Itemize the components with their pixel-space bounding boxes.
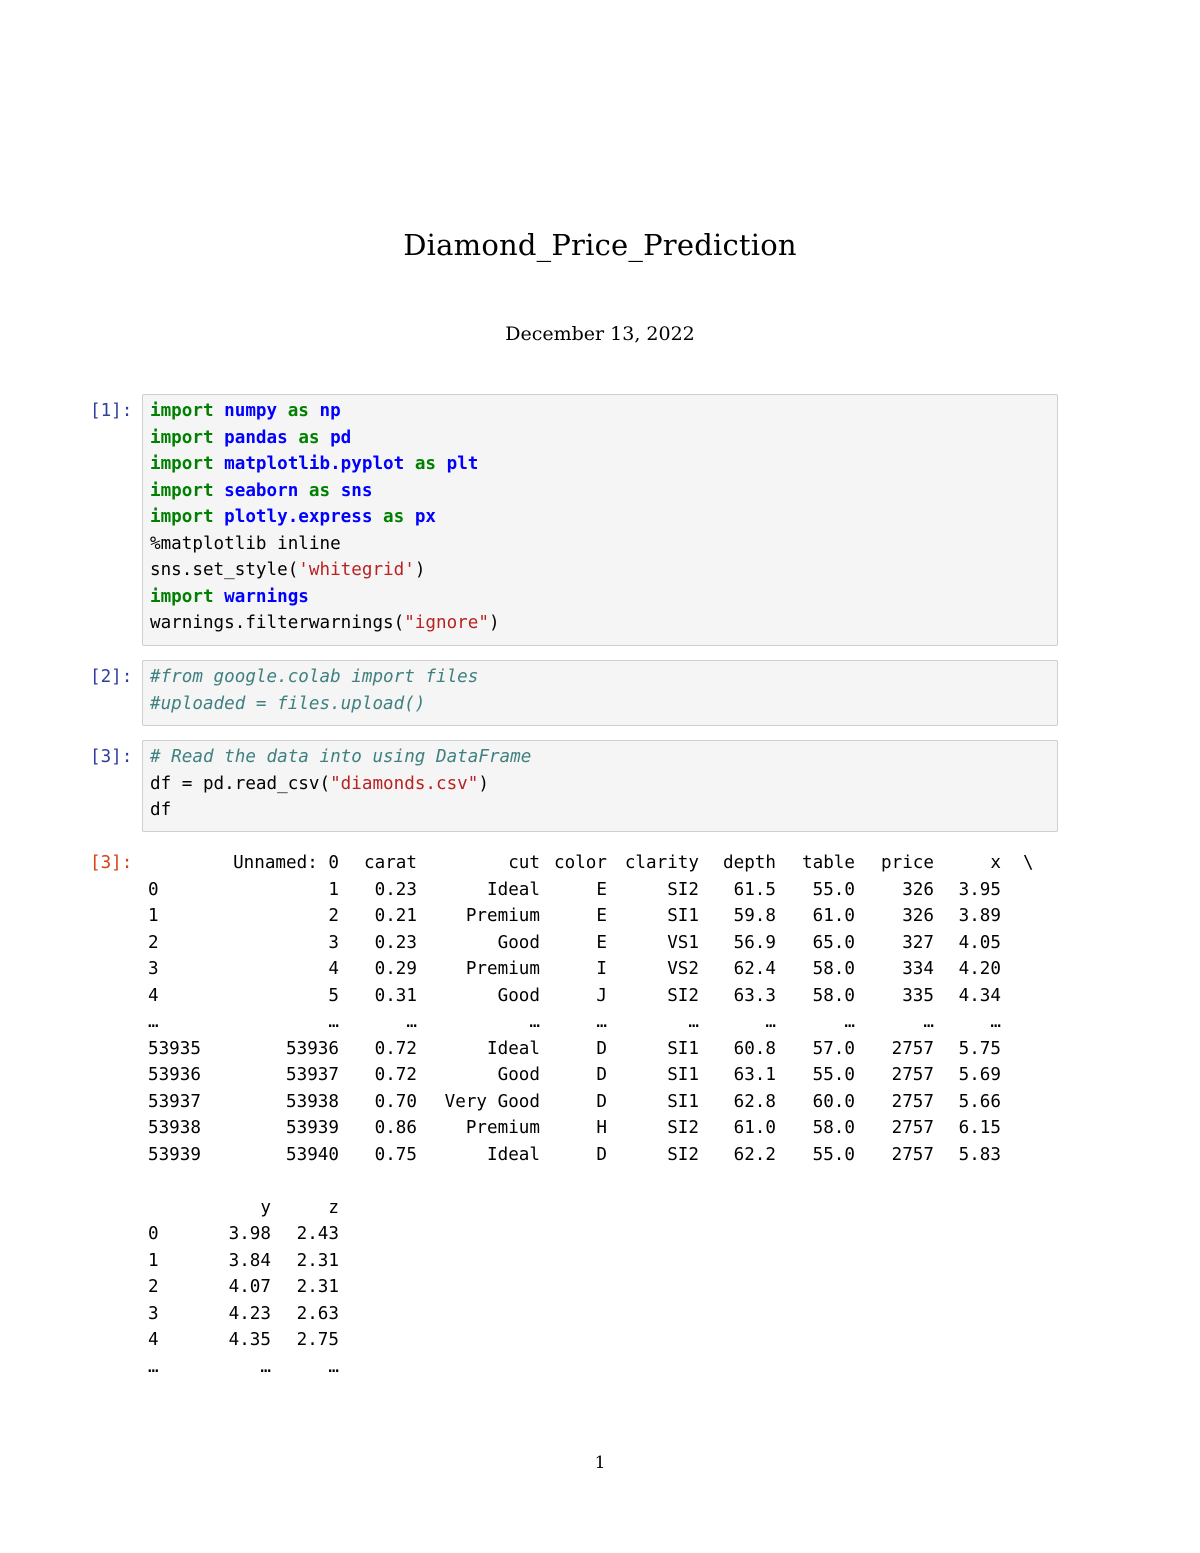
table-cell: 1 — [148, 1250, 159, 1271]
code-token — [214, 428, 225, 448]
table-cell: 53938 — [148, 1118, 201, 1138]
code-token: plotly.express — [224, 507, 373, 527]
table-cell: 61.0 — [733, 1118, 776, 1138]
table-cell: 2.43 — [296, 1224, 339, 1244]
cell-3-prompt: [3]: — [90, 747, 133, 767]
cell-1-prompt: [1]: — [90, 401, 133, 421]
table-cell: 1 — [148, 906, 159, 926]
table-cell: VS1 — [667, 932, 699, 953]
output-prompt: [3]: — [90, 853, 133, 873]
table-cell: 0.21 — [374, 906, 417, 926]
code-token: numpy — [224, 401, 278, 421]
table-cell: 2757 — [891, 1065, 934, 1085]
code-cell-1[interactable] — [142, 394, 1058, 646]
table-cell: 2.31 — [296, 1250, 339, 1271]
code-line — [150, 557, 1050, 584]
table-cell: 2 — [328, 906, 339, 926]
code-line — [150, 425, 1050, 452]
code-line — [150, 504, 1050, 531]
table-cell: Very Good — [444, 1091, 540, 1112]
code-token: ) — [478, 773, 489, 794]
table-cell: 3 — [328, 932, 339, 953]
code-token: sns — [340, 480, 373, 501]
code-token: np — [319, 401, 341, 421]
table-cell: … — [328, 1356, 339, 1377]
code-line — [150, 797, 1050, 824]
code-line — [150, 398, 1050, 425]
table-cell: 2757 — [891, 1118, 934, 1138]
table-cell: clarity — [624, 853, 699, 873]
table-cell: price — [881, 853, 934, 873]
code-token: pd — [330, 427, 352, 448]
code-token: seaborn — [224, 480, 299, 501]
code-token: "diamonds.csv" — [330, 773, 479, 794]
table-cell: 0.72 — [374, 1038, 417, 1059]
table-cell: 0 — [148, 879, 159, 900]
table-cell: H — [596, 1118, 607, 1138]
table-cell: Good — [497, 985, 540, 1006]
table-cell: 4.34 — [958, 985, 1001, 1006]
code-token — [298, 481, 309, 501]
table-cell: 2 — [148, 1277, 159, 1297]
table-cell: 4 — [328, 959, 339, 979]
table-cell: 53937 — [148, 1091, 201, 1112]
table-cell: 3.89 — [958, 906, 1001, 926]
table-cell: 0.75 — [374, 1144, 417, 1165]
code-line — [150, 771, 1050, 798]
code-token: 'whitegrid' — [298, 560, 415, 580]
table-cell: 4.35 — [228, 1330, 271, 1350]
table-cell: Ideal — [487, 1038, 540, 1059]
table-cell: 62.8 — [733, 1091, 776, 1112]
table-cell: 63.1 — [733, 1065, 776, 1085]
table-cell: x — [990, 853, 1001, 873]
table-cell: 53939 — [286, 1118, 339, 1138]
code-line — [150, 451, 1050, 478]
table-cell: cut — [508, 853, 540, 873]
table-cell: Good — [497, 1065, 540, 1085]
code-token — [320, 428, 331, 448]
code-line — [150, 664, 1050, 691]
table-cell: 2757 — [891, 1038, 934, 1059]
table-cell: 55.0 — [812, 1065, 855, 1085]
table-cell: … — [688, 1012, 699, 1032]
table-cell: Unnamed: 0 — [233, 853, 339, 873]
table-cell: 53935 — [148, 1038, 201, 1059]
table-cell: … — [148, 1356, 159, 1377]
code-token — [309, 401, 320, 421]
table-cell: 4 — [148, 1330, 159, 1350]
document-date: December 13, 2022 — [505, 323, 695, 345]
table-cell: 327 — [902, 932, 934, 953]
table-cell: color — [554, 853, 607, 873]
table-cell: Ideal — [487, 879, 540, 900]
table-cell: … — [844, 1012, 855, 1032]
code-token: as — [287, 401, 309, 421]
table-cell: 2.63 — [296, 1303, 339, 1324]
page-number: 1 — [594, 1453, 606, 1473]
code-token: as — [414, 454, 437, 474]
table-cell: 0.72 — [374, 1065, 417, 1085]
table-cell: \ — [1023, 853, 1034, 873]
code-line — [150, 478, 1050, 505]
table-cell: 2.31 — [296, 1277, 339, 1297]
table-cell: Premium — [465, 959, 540, 979]
table-cell: 0.70 — [374, 1091, 417, 1112]
table-cell: 53940 — [286, 1144, 339, 1165]
table-cell: … — [529, 1012, 540, 1032]
table-cell: SI1 — [667, 1038, 699, 1059]
table-cell: … — [596, 1012, 607, 1032]
code-cell-3[interactable] — [142, 740, 1058, 832]
code-token — [288, 428, 299, 448]
table-cell: 4.07 — [228, 1277, 271, 1297]
table-cell: 5.66 — [958, 1091, 1001, 1112]
code-token: ) — [488, 613, 500, 633]
table-cell: 0.86 — [374, 1118, 417, 1138]
code-token: #from google.colab import files — [150, 667, 479, 687]
code-token: warnings.filterwarnings( — [150, 613, 405, 633]
table-cell: D — [596, 1091, 607, 1112]
table-cell: … — [923, 1012, 934, 1032]
code-token: pandas — [224, 427, 288, 448]
code-token — [436, 454, 447, 474]
table-cell: 61.5 — [733, 879, 776, 900]
table-cell: … — [406, 1012, 417, 1032]
table-cell: Premium — [465, 906, 540, 926]
table-cell: 2 — [148, 932, 159, 953]
table-cell: SI1 — [667, 1065, 699, 1085]
table-cell: depth — [723, 853, 776, 873]
code-line — [150, 531, 1050, 558]
table-cell: 0 — [148, 1224, 159, 1244]
table-cell: 58.0 — [812, 985, 855, 1006]
table-cell: 326 — [902, 906, 934, 926]
table-cell: 62.2 — [733, 1144, 776, 1165]
code-token: df — [150, 800, 172, 820]
table-cell: 5.75 — [958, 1038, 1001, 1059]
code-token: matplotlib.pyplot — [224, 454, 405, 474]
cell-2-prompt: [2]: — [90, 667, 133, 687]
code-token: import — [150, 507, 214, 527]
table-cell: 3.95 — [958, 879, 1001, 900]
code-token — [330, 481, 341, 501]
table-cell: D — [596, 1144, 607, 1165]
table-cell: table — [802, 853, 855, 873]
document-title: Diamond_Price_Prediction — [403, 228, 797, 262]
code-cell-2[interactable] — [142, 660, 1058, 726]
table-cell: … — [990, 1012, 1001, 1032]
table-cell: 57.0 — [812, 1038, 855, 1059]
code-line — [150, 610, 1050, 637]
code-token — [277, 401, 288, 421]
table-cell: … — [328, 1012, 339, 1032]
code-token — [214, 507, 225, 527]
table-cell: 58.0 — [812, 959, 855, 979]
table-cell: J — [596, 985, 607, 1006]
table-cell: 5.69 — [958, 1065, 1001, 1085]
table-cell: y — [260, 1197, 271, 1218]
code-token: import — [150, 454, 214, 474]
code-token — [372, 507, 383, 527]
table-cell: SI2 — [667, 1144, 699, 1165]
code-token — [214, 481, 225, 501]
table-cell: 335 — [902, 985, 934, 1006]
table-cell: 53938 — [286, 1091, 339, 1112]
table-cell: 59.8 — [733, 906, 776, 926]
table-cell: 5 — [328, 985, 339, 1006]
table-cell: I — [596, 959, 607, 979]
code-token: as — [298, 427, 320, 448]
table-cell: VS2 — [667, 959, 699, 979]
table-cell: 0.23 — [374, 932, 417, 953]
code-token — [404, 454, 415, 474]
table-cell: 53936 — [148, 1065, 201, 1085]
code-token: as — [383, 507, 405, 527]
code-token: # Read the data into using DataFrame — [150, 747, 532, 767]
table-cell: 334 — [902, 959, 934, 979]
table-cell: 2757 — [891, 1144, 934, 1165]
table-cell: SI2 — [667, 1118, 699, 1138]
code-token: df = pd.read_csv( — [150, 773, 331, 794]
table-cell: 4.23 — [228, 1303, 271, 1324]
code-token: warnings — [224, 586, 309, 607]
code-token — [404, 507, 415, 527]
code-token — [214, 454, 225, 474]
table-cell: 4 — [148, 985, 159, 1006]
table-cell: carat — [364, 853, 417, 873]
table-cell: 4.20 — [958, 959, 1001, 979]
table-cell: E — [596, 906, 607, 926]
table-cell: 58.0 — [812, 1118, 855, 1138]
table-cell: 4.05 — [958, 932, 1001, 953]
code-token: as — [308, 480, 331, 501]
table-cell: 6.15 — [958, 1118, 1001, 1138]
table-cell: Good — [497, 932, 540, 953]
table-cell: … — [260, 1356, 271, 1377]
table-cell: SI2 — [667, 985, 699, 1006]
code-token — [214, 587, 225, 607]
table-cell: 0.31 — [374, 985, 417, 1006]
table-cell: SI1 — [667, 1091, 699, 1112]
table-cell: 53937 — [286, 1065, 339, 1085]
table-cell: 53936 — [286, 1038, 339, 1059]
code-token: sns.set_style( — [150, 560, 299, 580]
code-token: plt — [446, 454, 479, 474]
code-token — [214, 401, 225, 421]
table-cell: 0.29 — [374, 959, 417, 979]
table-cell: 3.84 — [228, 1250, 271, 1271]
code-line — [150, 584, 1050, 611]
table-cell: SI2 — [667, 879, 699, 900]
table-cell: 53939 — [148, 1144, 201, 1165]
table-cell: … — [765, 1012, 776, 1032]
table-cell: SI1 — [667, 906, 699, 926]
table-cell: 60.0 — [812, 1091, 855, 1112]
code-token: #uploaded = files.upload() — [150, 693, 426, 714]
table-cell: … — [148, 1012, 159, 1032]
code-token: import — [150, 480, 214, 501]
table-cell: 2.75 — [296, 1330, 339, 1350]
table-cell: 0.23 — [374, 879, 417, 900]
code-token: import — [150, 586, 214, 607]
code-token: import — [150, 427, 214, 448]
table-cell: 55.0 — [812, 879, 855, 900]
code-token: %matplotlib inline — [150, 533, 341, 554]
table-cell: D — [596, 1038, 607, 1059]
table-cell: 56.9 — [733, 932, 776, 953]
code-token: ) — [414, 560, 426, 580]
table-cell: 62.4 — [733, 959, 776, 979]
table-cell: E — [596, 879, 607, 900]
table-cell: z — [328, 1197, 339, 1218]
table-cell: 61.0 — [812, 906, 855, 926]
code-token: import — [150, 401, 214, 421]
table-cell: 3.98 — [228, 1224, 271, 1244]
table-cell: Ideal — [487, 1144, 540, 1165]
table-cell: 2757 — [891, 1091, 934, 1112]
table-cell: 3 — [148, 959, 159, 979]
code-token: px — [414, 507, 437, 527]
code-line — [150, 691, 1050, 718]
table-cell: 1 — [328, 879, 339, 900]
table-cell: Premium — [465, 1118, 540, 1138]
table-cell: 3 — [148, 1303, 159, 1324]
table-cell: E — [596, 932, 607, 953]
table-cell: D — [596, 1065, 607, 1085]
table-cell: 55.0 — [812, 1144, 855, 1165]
table-cell: 65.0 — [812, 932, 855, 953]
code-token: "ignore" — [404, 613, 489, 633]
table-cell: 60.8 — [733, 1038, 776, 1059]
table-cell: 5.83 — [958, 1144, 1001, 1165]
code-line — [150, 744, 1050, 771]
table-cell: 326 — [902, 879, 934, 900]
table-cell: 63.3 — [733, 985, 776, 1006]
